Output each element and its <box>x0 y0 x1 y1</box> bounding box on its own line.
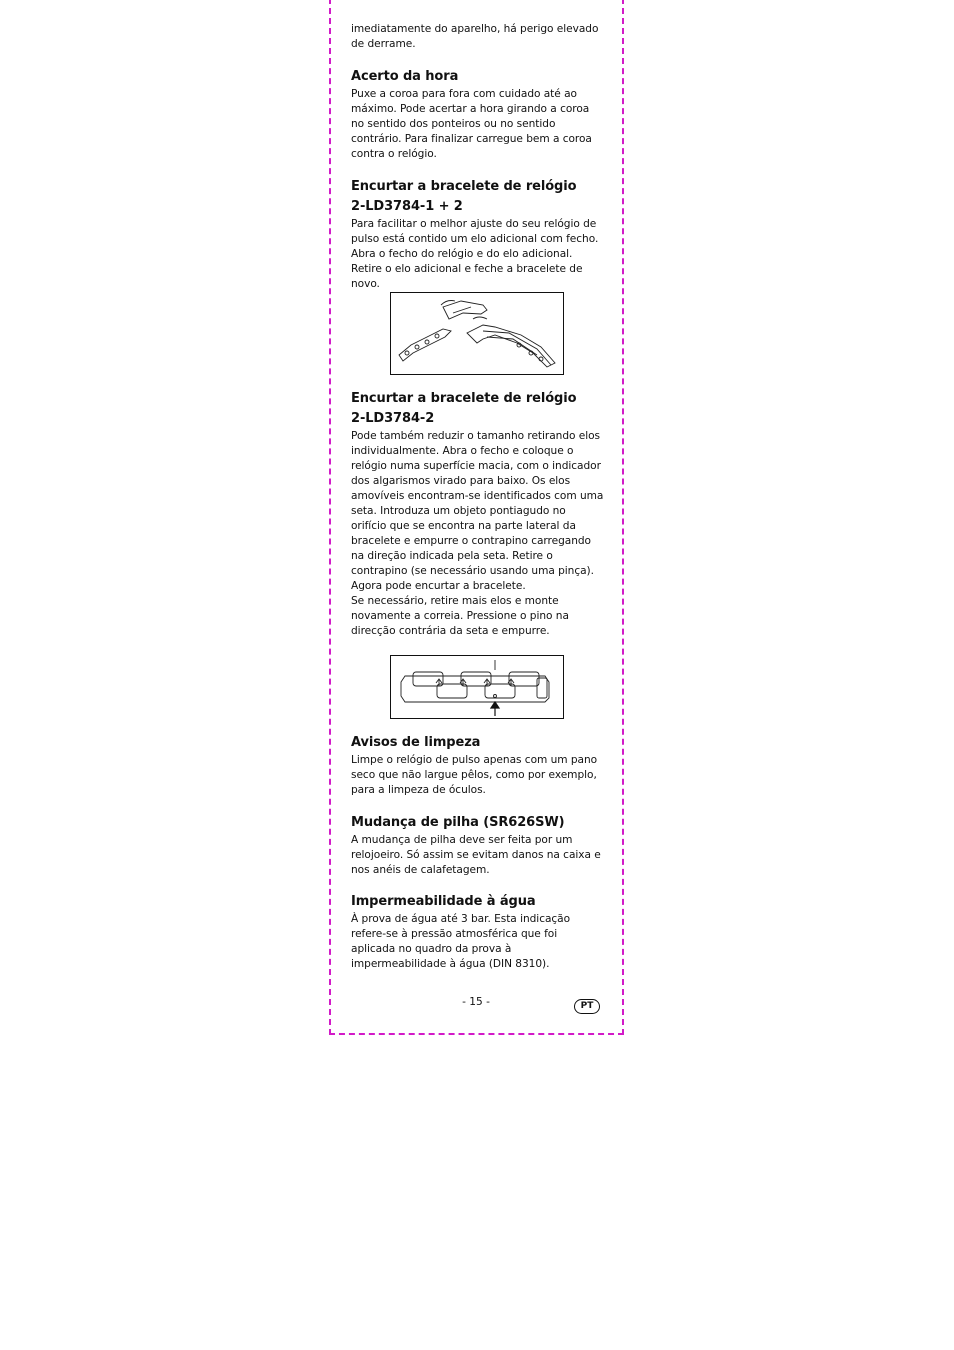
section-paragraph-2: Se necessário, retire mais elos e monte novamente a correia. Pressione o pino na direcção contrária da seta e empurre. <box>351 595 569 637</box>
section-battery-change <box>351 813 604 878</box>
section-paragraph: A mudança de pilha deve ser feita por um relojoeiro. Só assim se evitam danos na caixa e nos anéis de calafetagem. <box>351 834 601 876</box>
section-water-resistance <box>351 892 604 972</box>
section-heading: Avisos de limpeza <box>351 735 481 750</box>
bracelet-clasp-illustration <box>390 292 564 375</box>
section-heading: Mudança de pilha (SR626SW) <box>351 815 565 830</box>
section-heading-line2: 2-LD3784-2 <box>351 411 435 426</box>
section-paragraph: Para facilitar o melhor ajuste do seu relógio de pulso está contido um elo adicional com fecho. Abra o fecho do relógio e do elo adicional. Retire o elo adicional e feche a bracelete de novo. <box>351 218 599 290</box>
section-heading-line2: 2-LD3784-1 + 2 <box>351 199 463 214</box>
page-number: - 15 - <box>462 996 490 1008</box>
section-heading-line1: Encurtar a bracelete de relógio <box>351 391 577 406</box>
bracelet-links-pin-illustration <box>390 655 564 719</box>
section-heading: Impermeabilidade à água <box>351 894 536 909</box>
intro-block <box>351 22 604 52</box>
section-shorten-bracelet-2 <box>351 389 604 639</box>
section-heading-line1: Encurtar a bracelete de relógio <box>351 179 577 194</box>
bracelet-links-drawing <box>391 656 563 718</box>
language-badge: PT <box>574 999 600 1014</box>
section-paragraph: Pode também reduzir o tamanho retirando elos individualmente. Abra o fecho e coloque o relógio numa superfície macia, com o indicador dos algarismos virado para baixo. Os elos amovíveis encontram-se identificados com uma seta. Introduza um objeto pontiagudo no orifício que se encontra na parte lateral da bracelete e empurre o contrapino carregando na direção indicada pela seta. Retire o contrapino (se necessário usando uma pinça). Agora pode encurtar a bracelete. <box>351 430 604 592</box>
section-time-setting <box>351 67 604 162</box>
section-cleaning <box>351 733 604 798</box>
section-paragraph: Puxe a coroa para fora com cuidado até ao máximo. Pode acertar a hora girando a coroa no sentido dos ponteiros ou no sentido contrário. Para finalizar carregue bem a coroa contra o relógio. <box>351 88 592 160</box>
section-heading: Acerto da hora <box>351 69 459 84</box>
intro-paragraph: imediatamente do aparelho, há perigo elevado de derrame. <box>351 23 599 50</box>
section-paragraph: Limpe o relógio de pulso apenas com um pano seco que não largue pêlos, como por exemplo, para a limpeza de óculos. <box>351 754 598 796</box>
section-paragraph: À prova de água até 3 bar. Esta indicação refere-se à pressão atmosférica que foi aplicada no quadro da prova à impermeabilidade à água (DIN 8310). <box>351 913 571 970</box>
bracelet-clasp-drawing <box>391 293 563 374</box>
section-shorten-bracelet-1 <box>351 177 604 292</box>
